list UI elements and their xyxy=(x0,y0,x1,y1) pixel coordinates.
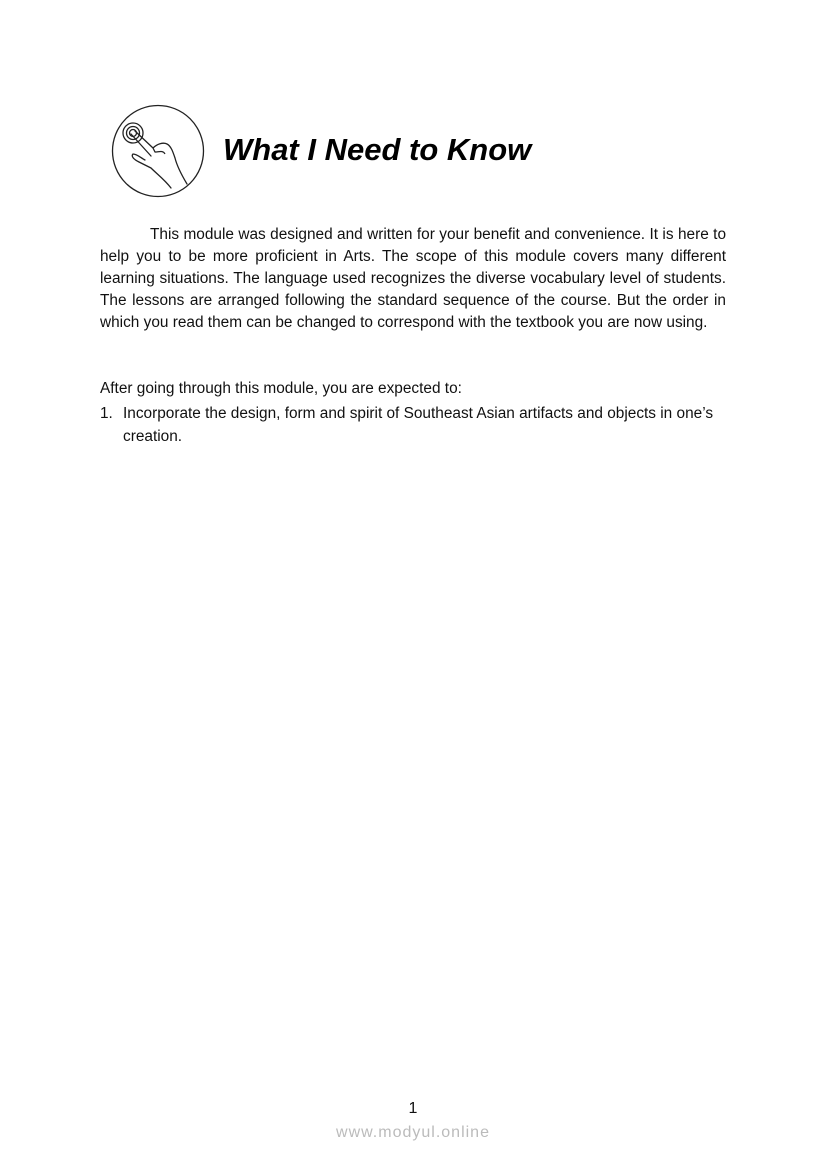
objectives-list xyxy=(100,403,726,448)
list-item-number: 1. xyxy=(100,405,113,422)
expectations-lead: After going through this module, you are expected to: xyxy=(100,380,462,397)
watermark: www.modyul.online xyxy=(336,1124,490,1141)
intro-paragraph: This module was designed and written for your benefit and convenience. It is here to help you to be more proficient in Arts. The scope of this module covers many different learning situations. The language used recognizes the diverse vocabulary level of students. The lessons are arranged following the standard sequence of the course. But the order in which you read them can be changed to correspond with the textbook you are now using. xyxy=(100,226,726,331)
hand-touch-icon xyxy=(111,104,205,198)
page-title: What I Need to Know xyxy=(223,132,532,167)
list-item-text: Incorporate the design, form and spirit of Southeast Asian artifacts and objects in one’s creation. xyxy=(123,405,714,445)
page-number: 1 xyxy=(408,1100,418,1117)
list-item xyxy=(100,403,726,448)
